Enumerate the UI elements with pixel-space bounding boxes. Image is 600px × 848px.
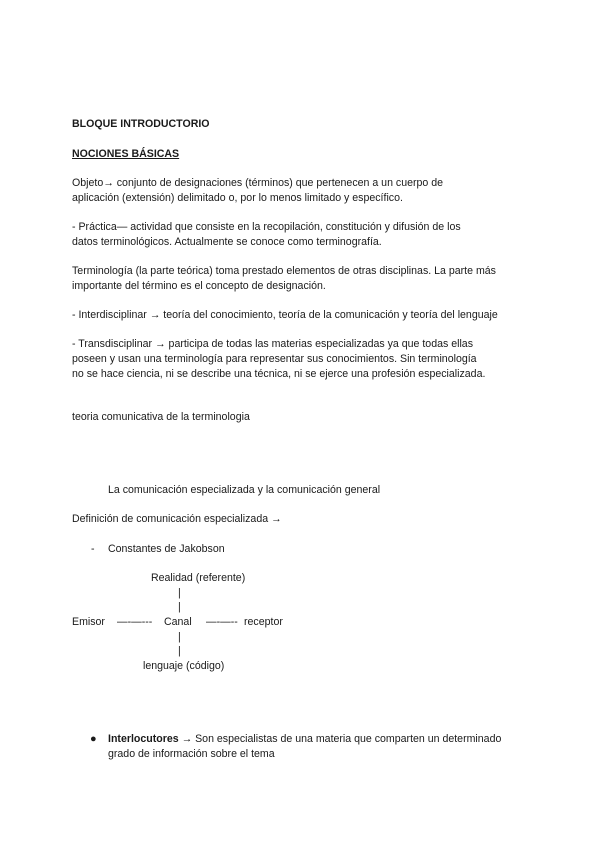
paragraph-line: - Transdisciplinar → participa de todas las materias especializadas ya que todas ellas: [72, 338, 473, 350]
paragraph-line: datos terminológicos. Actualmente se conoce como terminografía.: [72, 236, 382, 248]
interlocutores-text: → Son especialistas de una materia que comparten un determinado: [178, 733, 502, 745]
canal-label: Canal: [164, 616, 192, 628]
connector-pipe: |: [178, 645, 181, 657]
emisor-label: Emisor: [72, 616, 105, 628]
interlocutores-line-2: grado de información sobre el tema: [108, 748, 275, 760]
paragraph-line: Objeto→ conjunto de designaciones (términos) que pertenecen a un cuerpo de: [72, 177, 444, 189]
paragraph-line: importante del término es el concepto de designación.: [72, 280, 326, 292]
dash-marker: -: [91, 543, 95, 555]
paragraph-line: aplicación (extensión) delimitado o, por lo menos limitado y específico.: [72, 192, 403, 204]
lenguaje-label: lenguaje (código): [143, 660, 225, 672]
paragraph-line: no se hace ciencia, ni se describe una técnica, ni se ejerce una profesión especializada.: [72, 368, 486, 380]
paragraph-line: poseen y usan una terminología para representar sus conocimientos. Sin terminología: [72, 353, 477, 365]
connector-dashes-left: —-—---: [117, 616, 153, 628]
interlocutores-term: Interlocutores: [108, 733, 179, 745]
constantes-label: Constantes de Jakobson: [108, 543, 225, 555]
interdisciplinar-line: - Interdisciplinar → teoría del conocimiento, teoría de la comunicación y teoría del lenguaje: [72, 309, 498, 321]
connector-pipe: |: [178, 601, 181, 613]
bullet-icon: ●: [90, 733, 97, 745]
paragraph-line: Terminología (la parte teórica) toma prestado elementos de otras disciplinas. La parte más: [72, 265, 496, 277]
definicion-line: Definición de comunicación especializada →: [72, 513, 282, 525]
interlocutores-line: [108, 732, 501, 747]
paragraph-line: - Práctica— actividad que consiste en la recopilación, constitución y difusión de los: [72, 221, 461, 233]
connector-dashes-right: —-—--: [206, 616, 238, 628]
section-title: La comunicación especializada y la comunicación general: [108, 484, 381, 496]
teoria-comunicativa-line: teoria comunicativa de la terminologia: [72, 411, 250, 423]
connector-pipe: |: [178, 587, 181, 599]
subheading: NOCIONES BÁSICAS: [72, 148, 180, 160]
receptor-label: receptor: [244, 616, 283, 628]
connector-pipe: |: [178, 631, 181, 643]
realidad-label: Realidad (referente): [151, 572, 246, 584]
heading: BLOQUE INTRODUCTORIO: [72, 118, 210, 130]
